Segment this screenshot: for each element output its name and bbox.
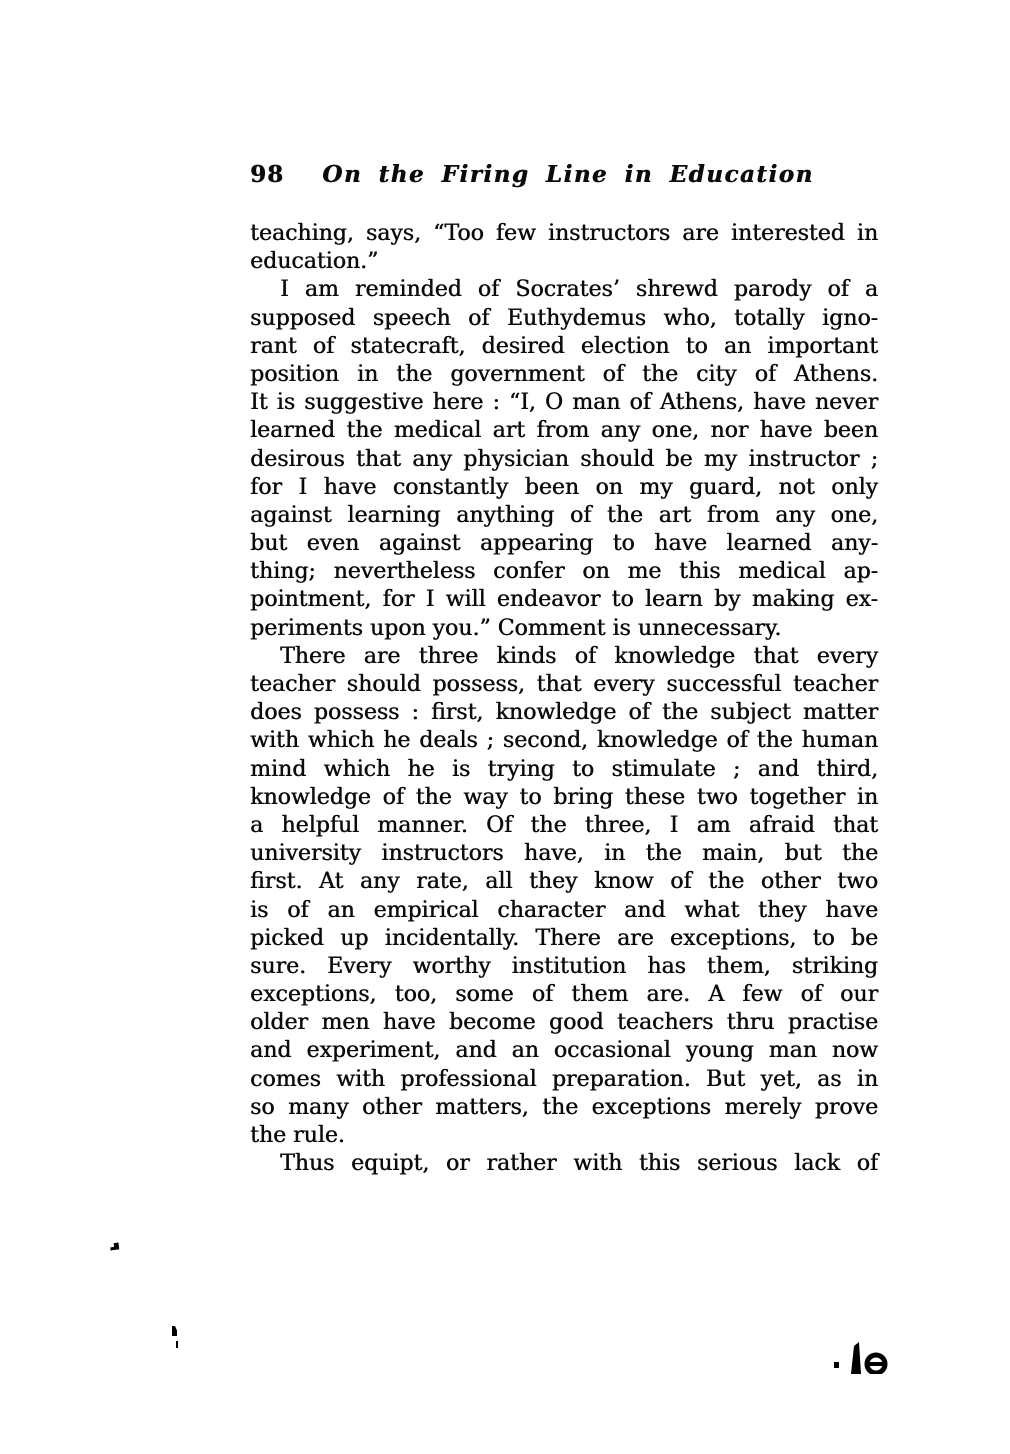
ink-speck (176, 1341, 178, 1348)
text-line: There are three kinds of knowledge that every (280, 643, 878, 669)
text-line: learned the medical art from any one, nor have been (250, 418, 878, 444)
text-line: first. At any rate, all they know of the other two (250, 869, 878, 895)
text-line: teacher should possess, that every successful teacher (250, 672, 878, 697)
running-head: On the Firing Line in Education (322, 161, 814, 188)
text-line: older men have become good teachers thru practise (250, 1010, 878, 1036)
text-line: sure. Every worthy institution has them, striking (250, 953, 878, 979)
text-line: mind which he is trying to stimulate ; and third, (250, 756, 878, 782)
text-line: picked up incidentally. There are exceptions, to be (250, 925, 878, 951)
text-line: against learning anything of the art from any one, (250, 502, 878, 528)
text-line: so many other matters, the exceptions merely prove (250, 1094, 878, 1120)
text-line: knowledge of the way to bring these two together in (250, 784, 878, 810)
text-line: the rule. (250, 1123, 345, 1148)
text-line: rant of statecraft, desired election to an important (250, 333, 878, 359)
text-line: periments upon you.” Comment is unnecessary. (250, 615, 782, 641)
text-line: for I have constantly been on my guard, not only (250, 474, 878, 500)
text-line: thing; nevertheless confer on me this medical ap- (250, 559, 878, 585)
text-line: desirous that any physician should be my instructor ; (250, 446, 878, 472)
text-line: position in the government of the city of Athens. (250, 361, 878, 387)
text-line: and experiment, and an occasional young man now (250, 1038, 878, 1064)
text-line: education.” (250, 249, 379, 275)
text-line: a helpful manner. Of the three, I am afraid that (250, 812, 878, 838)
text-line: but even against appearing to have learned any- (250, 531, 878, 557)
text-line: Thus equipt, or rather with this serious lack of (280, 1151, 878, 1177)
text-line: I am reminded of Socrates’ shrewd parody of a (280, 277, 878, 303)
page-header (250, 161, 878, 188)
print-smudge (830, 1342, 894, 1374)
body-text (250, 220, 878, 1178)
text-line: does possess : first, knowledge of the subject matter (250, 700, 878, 726)
text-line: pointment, for I will endeavor to learn by making ex- (250, 587, 878, 613)
ink-speck (110, 1242, 120, 1250)
text-line: is of an empirical character and what they have (250, 897, 878, 923)
ink-speck (172, 1326, 177, 1336)
text-line: with which he deals ; second, knowledge of the human (250, 728, 878, 754)
text-line: supposed speech of Euthydemus who, totally igno- (250, 305, 878, 331)
text-line: comes with professional preparation. But yet, as in (250, 1066, 878, 1092)
text-line: teaching, says, “Too few instructors are interested in (250, 221, 878, 246)
text-line: It is suggestive here : “I, O man of Athens, have never (250, 390, 878, 416)
text-line: university instructors have, in the main, but the (250, 841, 878, 867)
text-line: exceptions, too, some of them are. A few of our (250, 982, 878, 1008)
page-number: 98 (250, 161, 285, 188)
